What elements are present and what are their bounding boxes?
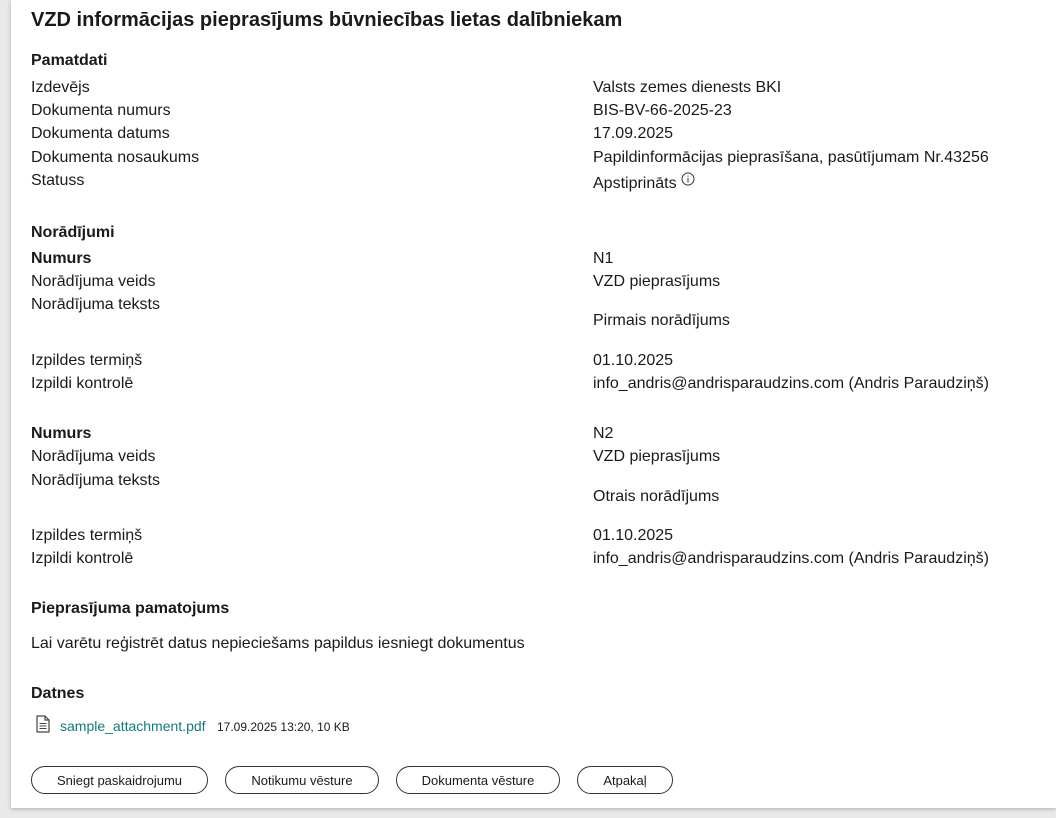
- file-link[interactable]: sample_attachment.pdf: [60, 718, 206, 734]
- value-deadline: 01.10.2025: [593, 527, 674, 544]
- back-button[interactable]: Atpakaļ: [577, 766, 673, 794]
- value-number: N1: [593, 250, 614, 267]
- label-controller: Izpildi kontrolē: [31, 550, 134, 567]
- label-document-number: Dokumenta numurs: [31, 102, 171, 119]
- label-instruction-type: Norādījuma veids: [31, 273, 156, 290]
- value-document-date: 17.09.2025: [593, 125, 674, 142]
- label-number: Numurs: [31, 425, 92, 442]
- label-deadline: Izpildes termiņš: [31, 527, 143, 544]
- section-heading-instructions: Norādījumi: [31, 224, 115, 241]
- file-icon: [36, 715, 50, 738]
- label-issuer: Izdevējs: [31, 79, 90, 96]
- value-instruction-type: VZD pieprasījums: [593, 273, 721, 290]
- value-status: [593, 172, 695, 193]
- section-heading-justification: Pieprasījuma pamatojums: [31, 600, 230, 617]
- label-document-date: Dokumenta datums: [31, 125, 170, 142]
- document-panel: [11, 0, 1056, 808]
- value-document-number: BIS-BV-66-2025-23: [593, 102, 732, 119]
- page-title: VZD informācijas pieprasījums būvniecības lietas dalībniekam: [31, 9, 623, 31]
- info-icon[interactable]: [681, 172, 695, 191]
- value-document-name: Papildinformācijas pieprasīšana, pasūtījumam Nr.43256: [593, 149, 989, 166]
- label-deadline: Izpildes termiņš: [31, 352, 143, 369]
- value-deadline: 01.10.2025: [593, 352, 674, 369]
- clarify-button[interactable]: Sniegt paskaidrojumu: [31, 766, 208, 794]
- value-number: N2: [593, 425, 614, 442]
- label-document-name: Dokumenta nosaukums: [31, 149, 200, 166]
- label-instruction-text: Norādījuma teksts: [31, 472, 160, 489]
- value-controller: info_andris@andrisparaudzins.com (Andris Paraudziņš): [593, 375, 989, 392]
- section-heading-basic: Pamatdati: [31, 52, 108, 69]
- status-text: Apstiprināts: [593, 175, 677, 192]
- document-history-button[interactable]: Dokumenta vēsture: [396, 766, 560, 794]
- justification-text: Lai varētu reģistrēt datus nepieciešams papildus iesniegt dokumentus: [31, 635, 525, 652]
- value-instruction-text: Pirmais norādījums: [593, 312, 730, 329]
- label-instruction-type: Norādījuma veids: [31, 448, 156, 465]
- value-instruction-text: Otrais norādījums: [593, 488, 720, 505]
- label-status: Statuss: [31, 172, 85, 189]
- label-controller: Izpildi kontrolē: [31, 375, 134, 392]
- value-issuer: Valsts zemes dienests BKI: [593, 79, 782, 96]
- value-controller: info_andris@andrisparaudzins.com (Andris Paraudziņš): [593, 550, 989, 567]
- event-history-button[interactable]: Notikumu vēsture: [225, 766, 379, 794]
- file-meta: 17.09.2025 13:20, 10 KB: [217, 720, 350, 734]
- label-instruction-text: Norādījuma teksts: [31, 296, 160, 313]
- label-number: Numurs: [31, 250, 92, 267]
- section-heading-files: Datnes: [31, 685, 85, 702]
- value-instruction-type: VZD pieprasījums: [593, 448, 721, 465]
